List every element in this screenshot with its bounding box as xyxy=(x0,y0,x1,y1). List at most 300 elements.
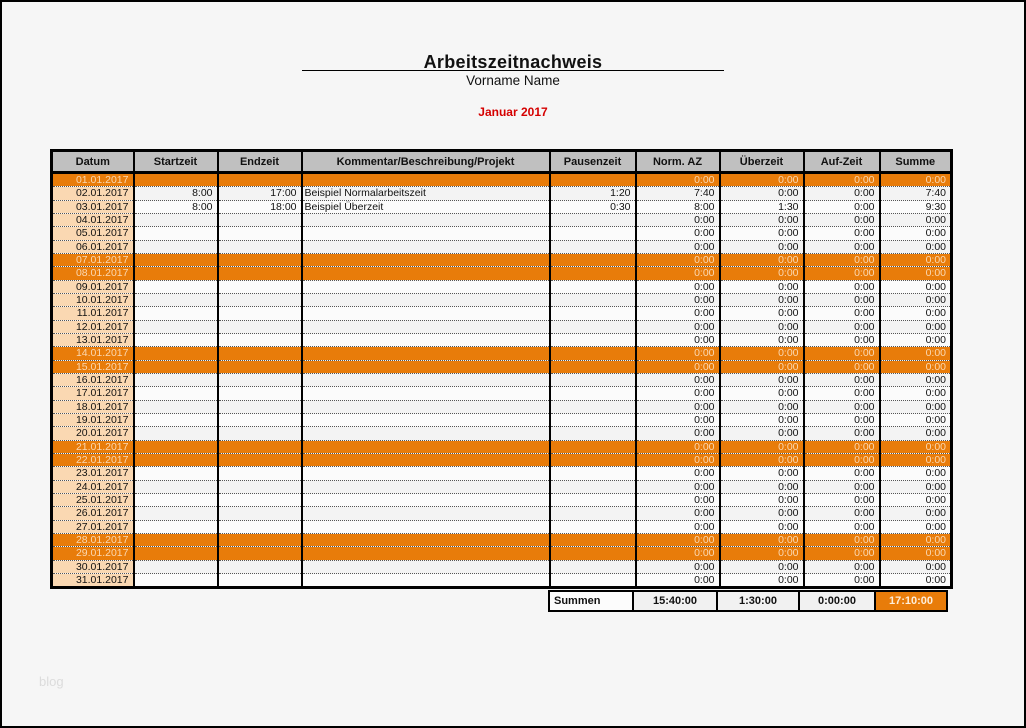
norm-az-cell[interactable]: 0:00 xyxy=(636,333,720,346)
start-cell[interactable] xyxy=(134,493,218,506)
end-cell[interactable] xyxy=(218,320,302,333)
auf-zeit-cell[interactable]: 0:00 xyxy=(804,480,880,493)
comment-cell[interactable] xyxy=(302,480,550,493)
auf-zeit-cell[interactable]: 0:00 xyxy=(804,360,880,373)
auf-zeit-cell[interactable]: 0:00 xyxy=(804,547,880,560)
auf-zeit-cell[interactable]: 0:00 xyxy=(804,427,880,440)
date-cell[interactable]: 14.01.2017 xyxy=(52,347,134,360)
end-cell[interactable] xyxy=(218,267,302,280)
end-cell[interactable] xyxy=(218,240,302,253)
comment-cell[interactable] xyxy=(302,440,550,453)
comment-cell[interactable] xyxy=(302,427,550,440)
date-cell[interactable]: 23.01.2017 xyxy=(52,467,134,480)
comment-cell[interactable] xyxy=(302,560,550,573)
end-cell[interactable] xyxy=(218,520,302,533)
end-cell[interactable] xyxy=(218,293,302,306)
auf-zeit-cell[interactable]: 0:00 xyxy=(804,347,880,360)
start-cell[interactable]: 8:00 xyxy=(134,200,218,213)
pause-cell[interactable] xyxy=(550,480,636,493)
start-cell[interactable] xyxy=(134,280,218,293)
end-cell[interactable] xyxy=(218,480,302,493)
auf-zeit-cell[interactable]: 0:00 xyxy=(804,493,880,506)
pause-cell[interactable] xyxy=(550,240,636,253)
comment-cell[interactable] xyxy=(302,467,550,480)
pause-cell[interactable] xyxy=(550,267,636,280)
norm-az-cell[interactable]: 0:00 xyxy=(636,240,720,253)
date-cell[interactable]: 15.01.2017 xyxy=(52,360,134,373)
ueberzeit-cell[interactable]: 0:00 xyxy=(720,387,804,400)
comment-cell[interactable] xyxy=(302,253,550,266)
col-header-endzeit: Endzeit xyxy=(218,151,302,173)
start-cell[interactable] xyxy=(134,227,218,240)
end-cell[interactable] xyxy=(218,213,302,226)
auf-zeit-cell[interactable]: 0:00 xyxy=(804,533,880,546)
summary-auf-zeit-total[interactable]: 0:00:00 xyxy=(798,590,876,612)
comment-cell[interactable] xyxy=(302,453,550,466)
norm-az-cell[interactable]: 0:00 xyxy=(636,427,720,440)
pause-cell[interactable] xyxy=(550,320,636,333)
table-row xyxy=(52,453,952,466)
table-row xyxy=(52,253,952,266)
date-cell[interactable]: 27.01.2017 xyxy=(52,520,134,533)
date-cell[interactable]: 24.01.2017 xyxy=(52,480,134,493)
start-cell[interactable] xyxy=(134,320,218,333)
pause-cell[interactable] xyxy=(550,547,636,560)
end-cell[interactable] xyxy=(218,333,302,346)
auf-zeit-cell[interactable]: 0:00 xyxy=(804,413,880,426)
summe-cell[interactable]: 0:00 xyxy=(880,307,952,320)
start-cell[interactable] xyxy=(134,400,218,413)
pause-cell[interactable] xyxy=(550,400,636,413)
date-cell[interactable]: 16.01.2017 xyxy=(52,373,134,386)
start-cell[interactable] xyxy=(134,373,218,386)
auf-zeit-cell[interactable]: 0:00 xyxy=(804,227,880,240)
pause-cell[interactable]: 1:20 xyxy=(550,187,636,200)
pause-cell[interactable] xyxy=(550,413,636,426)
auf-zeit-cell[interactable]: 0:00 xyxy=(804,453,880,466)
norm-az-cell[interactable]: 0:00 xyxy=(636,507,720,520)
date-cell[interactable]: 08.01.2017 xyxy=(52,267,134,280)
end-cell[interactable] xyxy=(218,227,302,240)
summe-cell[interactable]: 0:00 xyxy=(880,547,952,560)
col-header-ueberzeit: Überzeit xyxy=(720,151,804,173)
end-cell[interactable] xyxy=(218,440,302,453)
ueberzeit-cell[interactable]: 0:00 xyxy=(720,280,804,293)
pause-cell[interactable] xyxy=(550,213,636,226)
comment-cell[interactable] xyxy=(302,240,550,253)
ueberzeit-cell[interactable]: 0:00 xyxy=(720,560,804,573)
table-row xyxy=(52,307,952,320)
pause-cell[interactable] xyxy=(550,573,636,587)
auf-zeit-cell[interactable]: 0:00 xyxy=(804,440,880,453)
summe-cell[interactable]: 0:00 xyxy=(880,493,952,506)
norm-az-cell[interactable]: 7:40 xyxy=(636,187,720,200)
start-cell[interactable] xyxy=(134,173,218,187)
ueberzeit-cell[interactable]: 0:00 xyxy=(720,333,804,346)
ueberzeit-cell[interactable]: 0:00 xyxy=(720,547,804,560)
comment-cell[interactable]: Beispiel Normalarbeitszeit xyxy=(302,187,550,200)
start-cell[interactable] xyxy=(134,560,218,573)
comment-cell[interactable] xyxy=(302,333,550,346)
comment-cell[interactable] xyxy=(302,547,550,560)
ueberzeit-cell[interactable]: 0:00 xyxy=(720,533,804,546)
summe-cell[interactable]: 0:00 xyxy=(880,373,952,386)
pause-cell[interactable] xyxy=(550,307,636,320)
auf-zeit-cell[interactable]: 0:00 xyxy=(804,560,880,573)
start-cell[interactable] xyxy=(134,360,218,373)
ueberzeit-cell[interactable]: 0:00 xyxy=(720,507,804,520)
comment-cell[interactable] xyxy=(302,307,550,320)
comment-cell[interactable] xyxy=(302,347,550,360)
date-cell[interactable]: 01.01.2017 xyxy=(52,173,134,187)
comment-cell[interactable] xyxy=(302,493,550,506)
norm-az-cell[interactable]: 0:00 xyxy=(636,440,720,453)
summe-cell[interactable]: 9:30 xyxy=(880,200,952,213)
summe-cell[interactable]: 0:00 xyxy=(880,253,952,266)
date-cell[interactable]: 09.01.2017 xyxy=(52,280,134,293)
auf-zeit-cell[interactable]: 0:00 xyxy=(804,307,880,320)
table-row xyxy=(52,213,952,226)
summe-cell[interactable]: 0:00 xyxy=(880,467,952,480)
blog-watermark: blog xyxy=(39,674,64,689)
auf-zeit-cell[interactable]: 0:00 xyxy=(804,373,880,386)
end-cell[interactable] xyxy=(218,533,302,546)
norm-az-cell[interactable]: 0:00 xyxy=(636,453,720,466)
summe-cell[interactable]: 0:00 xyxy=(880,267,952,280)
date-cell[interactable]: 20.01.2017 xyxy=(52,427,134,440)
summe-cell[interactable]: 0:00 xyxy=(880,453,952,466)
auf-zeit-cell[interactable]: 0:00 xyxy=(804,267,880,280)
header-row xyxy=(52,151,952,173)
start-cell[interactable] xyxy=(134,347,218,360)
norm-az-cell[interactable]: 0:00 xyxy=(636,520,720,533)
summe-cell[interactable]: 0:00 xyxy=(880,427,952,440)
norm-az-cell[interactable]: 0:00 xyxy=(636,280,720,293)
end-cell[interactable] xyxy=(218,507,302,520)
date-cell[interactable]: 11.01.2017 xyxy=(52,307,134,320)
date-cell[interactable]: 02.01.2017 xyxy=(52,187,134,200)
norm-az-cell[interactable]: 0:00 xyxy=(636,413,720,426)
norm-az-cell[interactable]: 0:00 xyxy=(636,573,720,587)
col-header-auf-zeit: Auf-Zeit xyxy=(804,151,880,173)
start-cell[interactable] xyxy=(134,253,218,266)
comment-cell[interactable] xyxy=(302,413,550,426)
pause-cell[interactable] xyxy=(550,373,636,386)
norm-az-cell[interactable]: 0:00 xyxy=(636,533,720,546)
start-cell[interactable] xyxy=(134,267,218,280)
end-cell[interactable] xyxy=(218,547,302,560)
date-cell[interactable]: 05.01.2017 xyxy=(52,227,134,240)
start-cell[interactable] xyxy=(134,547,218,560)
auf-zeit-cell[interactable]: 0:00 xyxy=(804,253,880,266)
comment-cell[interactable] xyxy=(302,373,550,386)
norm-az-cell[interactable]: 0:00 xyxy=(636,373,720,386)
ueberzeit-cell[interactable]: 0:00 xyxy=(720,573,804,587)
norm-az-cell[interactable]: 0:00 xyxy=(636,400,720,413)
summe-cell[interactable]: 0:00 xyxy=(880,173,952,187)
date-cell[interactable]: 28.01.2017 xyxy=(52,533,134,546)
start-cell[interactable] xyxy=(134,533,218,546)
summe-cell[interactable]: 0:00 xyxy=(880,293,952,306)
ueberzeit-cell[interactable]: 0:00 xyxy=(720,320,804,333)
summe-cell[interactable]: 0:00 xyxy=(880,533,952,546)
ueberzeit-cell[interactable]: 0:00 xyxy=(720,453,804,466)
date-cell[interactable]: 10.01.2017 xyxy=(52,293,134,306)
ueberzeit-cell[interactable]: 0:00 xyxy=(720,267,804,280)
norm-az-cell[interactable]: 0:00 xyxy=(636,267,720,280)
table-row xyxy=(52,320,952,333)
start-cell[interactable] xyxy=(134,480,218,493)
pause-cell[interactable] xyxy=(550,333,636,346)
auf-zeit-cell[interactable]: 0:00 xyxy=(804,387,880,400)
summe-cell[interactable]: 0:00 xyxy=(880,400,952,413)
ueberzeit-cell[interactable]: 0:00 xyxy=(720,253,804,266)
end-cell[interactable] xyxy=(218,467,302,480)
norm-az-cell[interactable]: 0:00 xyxy=(636,227,720,240)
auf-zeit-cell[interactable]: 0:00 xyxy=(804,333,880,346)
table-row xyxy=(52,187,952,200)
date-cell[interactable]: 21.01.2017 xyxy=(52,440,134,453)
pause-cell[interactable] xyxy=(550,227,636,240)
start-cell[interactable] xyxy=(134,213,218,226)
start-cell[interactable] xyxy=(134,467,218,480)
date-cell[interactable]: 04.01.2017 xyxy=(52,213,134,226)
pause-cell[interactable] xyxy=(550,347,636,360)
start-cell[interactable] xyxy=(134,440,218,453)
start-cell[interactable] xyxy=(134,427,218,440)
summe-cell[interactable]: 0:00 xyxy=(880,520,952,533)
end-cell[interactable] xyxy=(218,253,302,266)
norm-az-cell[interactable]: 0:00 xyxy=(636,293,720,306)
pause-cell[interactable] xyxy=(550,520,636,533)
pause-cell[interactable] xyxy=(550,253,636,266)
auf-zeit-cell[interactable]: 0:00 xyxy=(804,400,880,413)
date-cell[interactable]: 06.01.2017 xyxy=(52,240,134,253)
norm-az-cell[interactable]: 0:00 xyxy=(636,493,720,506)
date-cell[interactable]: 18.01.2017 xyxy=(52,400,134,413)
norm-az-cell[interactable]: 0:00 xyxy=(636,173,720,187)
start-cell[interactable] xyxy=(134,240,218,253)
table-row xyxy=(52,493,952,506)
auf-zeit-cell[interactable]: 0:00 xyxy=(804,467,880,480)
end-cell[interactable] xyxy=(218,427,302,440)
start-cell[interactable]: 8:00 xyxy=(134,187,218,200)
auf-zeit-cell[interactable]: 0:00 xyxy=(804,320,880,333)
ueberzeit-cell[interactable]: 0:00 xyxy=(720,467,804,480)
summe-cell[interactable]: 0:00 xyxy=(880,240,952,253)
ueberzeit-cell[interactable]: 0:00 xyxy=(720,413,804,426)
pause-cell[interactable] xyxy=(550,560,636,573)
start-cell[interactable] xyxy=(134,307,218,320)
summary-summe-total[interactable]: 17:10:00 xyxy=(874,590,948,612)
pause-cell[interactable] xyxy=(550,467,636,480)
ueberzeit-cell[interactable]: 0:00 xyxy=(720,400,804,413)
comment-cell[interactable] xyxy=(302,400,550,413)
pause-cell[interactable] xyxy=(550,533,636,546)
norm-az-cell[interactable]: 0:00 xyxy=(636,480,720,493)
norm-az-cell[interactable]: 0:00 xyxy=(636,387,720,400)
summe-cell[interactable]: 0:00 xyxy=(880,480,952,493)
comment-cell[interactable] xyxy=(302,507,550,520)
comment-cell[interactable] xyxy=(302,280,550,293)
pause-cell[interactable] xyxy=(550,173,636,187)
summe-cell[interactable]: 0:00 xyxy=(880,560,952,573)
col-header-summe: Summe xyxy=(880,151,952,173)
pause-cell[interactable] xyxy=(550,507,636,520)
date-cell[interactable]: 30.01.2017 xyxy=(52,560,134,573)
date-cell[interactable]: 17.01.2017 xyxy=(52,387,134,400)
ueberzeit-cell[interactable]: 1:30 xyxy=(720,200,804,213)
table-row xyxy=(52,533,952,546)
norm-az-cell[interactable]: 0:00 xyxy=(636,213,720,226)
pause-cell[interactable] xyxy=(550,493,636,506)
norm-az-cell[interactable]: 0:00 xyxy=(636,307,720,320)
end-cell[interactable] xyxy=(218,173,302,187)
table-row xyxy=(52,467,952,480)
start-cell[interactable] xyxy=(134,520,218,533)
end-cell[interactable] xyxy=(218,573,302,587)
comment-cell[interactable] xyxy=(302,173,550,187)
ueberzeit-cell[interactable]: 0:00 xyxy=(720,347,804,360)
comment-cell[interactable] xyxy=(302,267,550,280)
end-cell[interactable] xyxy=(218,400,302,413)
ueberzeit-cell[interactable]: 0:00 xyxy=(720,227,804,240)
date-cell[interactable]: 25.01.2017 xyxy=(52,493,134,506)
date-cell[interactable]: 26.01.2017 xyxy=(52,507,134,520)
summary-norm-az-total[interactable]: 15:40:00 xyxy=(632,590,718,612)
auf-zeit-cell[interactable]: 0:00 xyxy=(804,507,880,520)
pause-cell[interactable] xyxy=(550,360,636,373)
ueberzeit-cell[interactable]: 0:00 xyxy=(720,187,804,200)
summe-cell[interactable]: 7:40 xyxy=(880,187,952,200)
summe-cell[interactable]: 0:00 xyxy=(880,387,952,400)
auf-zeit-cell[interactable]: 0:00 xyxy=(804,213,880,226)
pause-cell[interactable] xyxy=(550,427,636,440)
auf-zeit-cell[interactable]: 0:00 xyxy=(804,173,880,187)
start-cell[interactable] xyxy=(134,293,218,306)
comment-cell[interactable] xyxy=(302,213,550,226)
pause-cell[interactable] xyxy=(550,387,636,400)
ueberzeit-cell[interactable]: 0:00 xyxy=(720,480,804,493)
comment-cell[interactable] xyxy=(302,387,550,400)
comment-cell[interactable] xyxy=(302,573,550,587)
comment-cell[interactable]: Beispiel Überzeit xyxy=(302,200,550,213)
summe-cell[interactable]: 0:00 xyxy=(880,573,952,587)
norm-az-cell[interactable]: 0:00 xyxy=(636,547,720,560)
ueberzeit-cell[interactable]: 0:00 xyxy=(720,293,804,306)
date-cell[interactable]: 29.01.2017 xyxy=(52,547,134,560)
start-cell[interactable] xyxy=(134,413,218,426)
auf-zeit-cell[interactable]: 0:00 xyxy=(804,520,880,533)
ueberzeit-cell[interactable]: 0:00 xyxy=(720,240,804,253)
end-cell[interactable] xyxy=(218,347,302,360)
norm-az-cell[interactable]: 0:00 xyxy=(636,320,720,333)
ueberzeit-cell[interactable]: 0:00 xyxy=(720,307,804,320)
norm-az-cell[interactable]: 0:00 xyxy=(636,467,720,480)
ueberzeit-cell[interactable]: 0:00 xyxy=(720,213,804,226)
start-cell[interactable] xyxy=(134,573,218,587)
date-cell[interactable]: 22.01.2017 xyxy=(52,453,134,466)
summe-cell[interactable]: 0:00 xyxy=(880,213,952,226)
date-cell[interactable]: 12.01.2017 xyxy=(52,320,134,333)
auf-zeit-cell[interactable]: 0:00 xyxy=(804,200,880,213)
summe-cell[interactable]: 0:00 xyxy=(880,507,952,520)
comment-cell[interactable] xyxy=(302,533,550,546)
table-row xyxy=(52,427,952,440)
ueberzeit-cell[interactable]: 0:00 xyxy=(720,520,804,533)
end-cell[interactable]: 18:00 xyxy=(218,200,302,213)
ueberzeit-cell[interactable]: 0:00 xyxy=(720,427,804,440)
end-cell[interactable] xyxy=(218,413,302,426)
end-cell[interactable] xyxy=(218,373,302,386)
comment-cell[interactable] xyxy=(302,227,550,240)
end-cell[interactable] xyxy=(218,387,302,400)
date-cell[interactable]: 19.01.2017 xyxy=(52,413,134,426)
date-cell[interactable]: 07.01.2017 xyxy=(52,253,134,266)
norm-az-cell[interactable]: 8:00 xyxy=(636,200,720,213)
ueberzeit-cell[interactable]: 0:00 xyxy=(720,440,804,453)
date-cell[interactable]: 03.01.2017 xyxy=(52,200,134,213)
comment-cell[interactable] xyxy=(302,360,550,373)
date-cell[interactable]: 13.01.2017 xyxy=(52,333,134,346)
norm-az-cell[interactable]: 0:00 xyxy=(636,347,720,360)
comment-cell[interactable] xyxy=(302,293,550,306)
pause-cell[interactable] xyxy=(550,440,636,453)
end-cell[interactable] xyxy=(218,307,302,320)
end-cell[interactable] xyxy=(218,560,302,573)
start-cell[interactable] xyxy=(134,333,218,346)
ueberzeit-cell[interactable]: 0:00 xyxy=(720,360,804,373)
summe-cell[interactable]: 0:00 xyxy=(880,227,952,240)
summe-cell[interactable]: 0:00 xyxy=(880,333,952,346)
summary-ueberzeit-total[interactable]: 1:30:00 xyxy=(716,590,800,612)
ueberzeit-cell[interactable]: 0:00 xyxy=(720,173,804,187)
start-cell[interactable] xyxy=(134,507,218,520)
summe-cell[interactable]: 0:00 xyxy=(880,347,952,360)
end-cell[interactable] xyxy=(218,360,302,373)
end-cell[interactable] xyxy=(218,280,302,293)
summe-cell[interactable]: 0:00 xyxy=(880,360,952,373)
auf-zeit-cell[interactable]: 0:00 xyxy=(804,187,880,200)
auf-zeit-cell[interactable]: 0:00 xyxy=(804,280,880,293)
ueberzeit-cell[interactable]: 0:00 xyxy=(720,493,804,506)
start-cell[interactable] xyxy=(134,387,218,400)
end-cell[interactable] xyxy=(218,453,302,466)
summe-cell[interactable]: 0:00 xyxy=(880,413,952,426)
summe-cell[interactable]: 0:00 xyxy=(880,440,952,453)
pause-cell[interactable]: 0:30 xyxy=(550,200,636,213)
summe-cell[interactable]: 0:00 xyxy=(880,320,952,333)
pause-cell[interactable] xyxy=(550,280,636,293)
end-cell[interactable] xyxy=(218,493,302,506)
comment-cell[interactable] xyxy=(302,320,550,333)
norm-az-cell[interactable]: 0:00 xyxy=(636,253,720,266)
norm-az-cell[interactable]: 0:00 xyxy=(636,560,720,573)
date-cell[interactable]: 31.01.2017 xyxy=(52,573,134,587)
norm-az-cell[interactable]: 0:00 xyxy=(636,360,720,373)
end-cell[interactable]: 17:00 xyxy=(218,187,302,200)
auf-zeit-cell[interactable]: 0:00 xyxy=(804,293,880,306)
table-row xyxy=(52,333,952,346)
auf-zeit-cell[interactable]: 0:00 xyxy=(804,240,880,253)
pause-cell[interactable] xyxy=(550,453,636,466)
start-cell[interactable] xyxy=(134,453,218,466)
summe-cell[interactable]: 0:00 xyxy=(880,280,952,293)
auf-zeit-cell[interactable]: 0:00 xyxy=(804,573,880,587)
ueberzeit-cell[interactable]: 0:00 xyxy=(720,373,804,386)
comment-cell[interactable] xyxy=(302,520,550,533)
pause-cell[interactable] xyxy=(550,293,636,306)
